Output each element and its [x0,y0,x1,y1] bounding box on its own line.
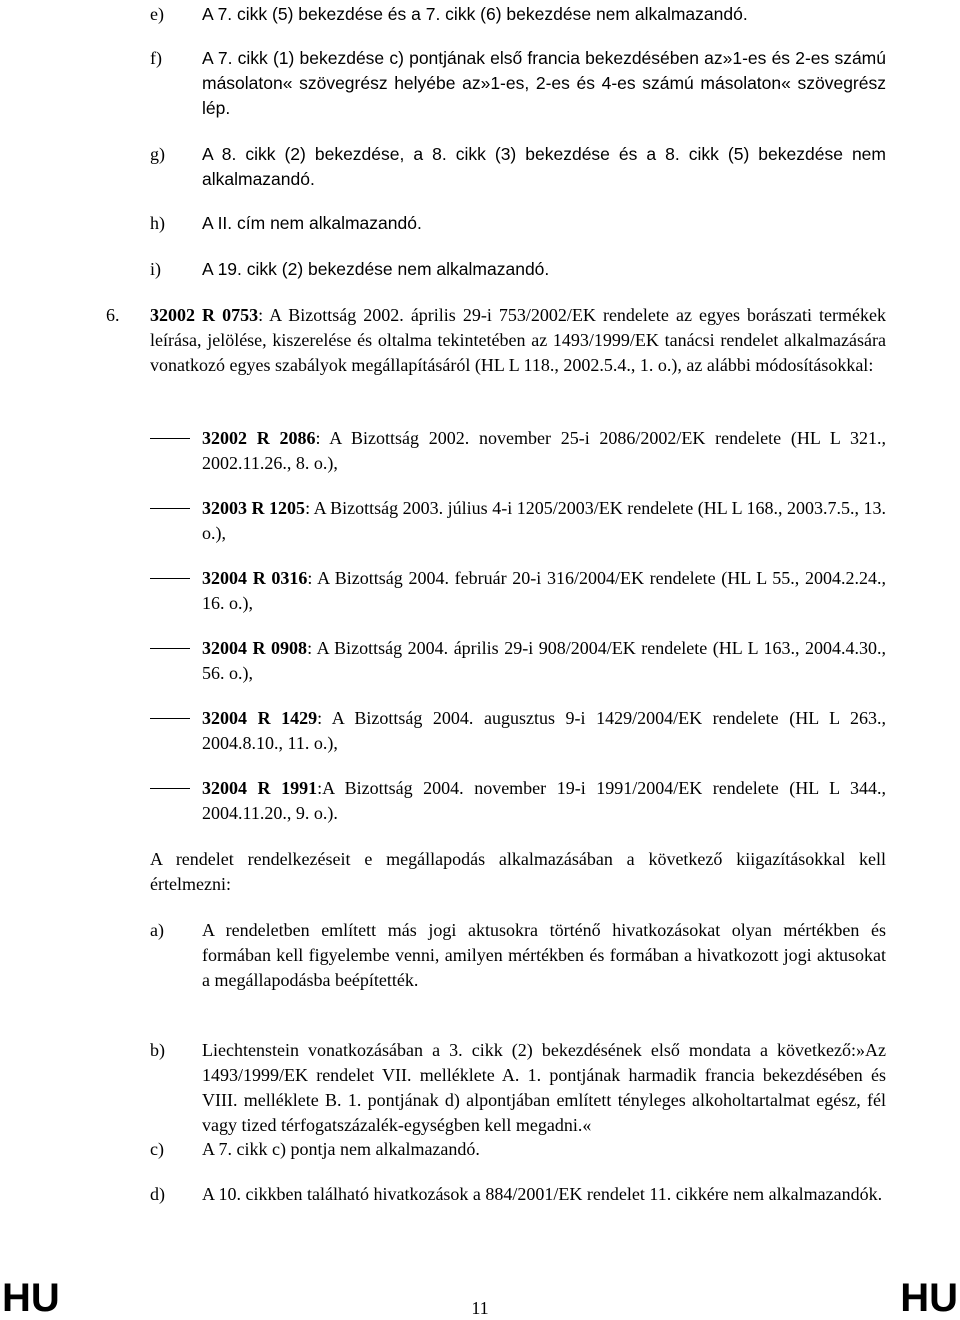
amendment-code: 32003 R 1205 [202,498,306,518]
amendment-text: : A Bizottság 2004. augusztus 9-i 1429/2004/EK rendelete (HL L 263., 2004.8.10., 11. o.), [202,708,886,753]
list-text: A 19. cikk (2) bekezdése nem alkalmazandó. [202,259,550,279]
footer-language-left: HU [2,1276,60,1320]
list-item-e [150,2,886,27]
regulation-code: 32002 R 0753 [150,305,259,325]
amendment-code: 32004 R 0316 [202,568,308,588]
amendment-code: 32004 R 1991 [202,778,318,798]
amendment-text: : A Bizottság 2004. február 20-i 316/2004/EK rendelete (HL L 55., 2004.2.24., 16. o.), [202,568,886,613]
list-item-g [150,142,886,192]
amendment-item [150,706,886,756]
list-text: A rendeletben említett más jogi aktusokra történő hivatkozásokat olyan mértékben és formában kell figyelembe venni, amilyen mértékben és formában a hivatkozott jogi aktusokat a megállapodásba beépítették. [202,920,886,990]
amendment-item [150,776,886,826]
section-number: 6. [106,305,120,325]
amendment-code: 32004 R 0908 [202,638,308,658]
list-text: A II. cím nem alkalmazandó. [202,213,422,233]
intro-paragraph: A rendelet rendelkezéseit e megállapodás alkalmazásában a következő kiigazításokkal kell értelmezni: [150,849,886,894]
page-number: 11 [471,1298,489,1318]
amendment-item [150,496,886,546]
dash-marker [150,578,190,579]
list-text: A 7. cikk c) pontja nem alkalmazandó. [202,1139,480,1159]
amendment-item [150,636,886,686]
list-text: A 7. cikk (5) bekezdése és a 7. cikk (6) bekezdése nem alkalmazandó. [202,4,748,24]
amendment-text: : A Bizottság 2004. április 29-i 908/2004/EK rendelete (HL L 163., 2004.4.30., 56. o.), [202,638,886,683]
amendment-code: 32004 R 1429 [202,708,318,728]
list-label: g) [150,144,165,164]
dash-marker [150,648,190,649]
list-item-a [150,918,886,993]
amendment-text: : A Bizottság 2003. július 4-i 1205/2003/EK rendelete (HL L 168., 2003.7.5., 13. o.), [202,498,887,543]
footer-language-right: HU [900,1276,958,1320]
amendment-item [150,566,886,616]
list-label: h) [150,213,165,233]
list-label: a) [150,920,164,940]
amendment-text: : A Bizottság 2002. november 25-i 2086/2002/EK rendelete (HL L 321., 2002.11.26., 8. o.), [202,428,887,473]
list-label: e) [150,4,164,24]
list-item-d [150,1182,886,1207]
list-label: f) [150,48,162,68]
list-text: A 7. cikk (1) bekezdése c) pontjának első francia bekezdésében az»1-es és 2-es számú másolaton« szövegrész helyébe az»1-es, 2-es és 4-es számú másolaton« szövegrész lép. [202,48,886,118]
list-item-c [150,1137,886,1162]
list-text: Liechtenstein vonatkozásában a 3. cikk (2) bekezdésének első mondata a következő:»Az 1493/1999/EK rendelet VII. melléklete A. 1. pontjának harmadik francia bekezdésében és VIII. melléklete B. 1. pontjának d) alpontjában említett tényleges alkoholtartalmat egész, fél vagy tized térfogatszázalék-egységben kell megadni.« [202,1040,886,1135]
dash-marker [150,788,190,789]
amendment-item [150,426,886,476]
list-label: i) [150,259,161,279]
list-item-h [150,211,886,236]
section-6-paragraph [150,303,886,378]
list-text: A 10. cikkben található hivatkozások a 884/2001/EK rendelet 11. cikkére nem alkalmazandók. [202,1184,883,1204]
amendment-code: 32002 R 2086 [202,428,316,448]
regulation-description: : A Bizottság 2002. április 29-i 753/2002/EK rendelete az egyes borászati termékek leírása, jelölése, kiszerelése és oltalma tekintetében az 1493/1999/EK tanácsi rendelet alkalmazására vonatkozó egyes szabályok megállapításáról (HL L 118., 2002.5.4., 1. o.), az alábbi módosításokkal: [150,305,887,375]
dash-marker [150,718,190,719]
dash-marker [150,438,190,439]
list-text: A 8. cikk (2) bekezdése, a 8. cikk (3) bekezdése és a 8. cikk (5) bekezdése nem alkalmazandó. [202,144,886,189]
amendment-text: :A Bizottság 2004. november 19-i 1991/2004/EK rendelete (HL L 344., 2004.11.20., 9. o.). [202,778,886,823]
list-item-f [150,46,886,121]
list-label: b) [150,1040,165,1060]
list-label: c) [150,1139,164,1159]
dash-marker [150,508,190,509]
list-item-b [150,1038,886,1138]
list-label: d) [150,1184,165,1204]
list-item-i [150,257,886,282]
